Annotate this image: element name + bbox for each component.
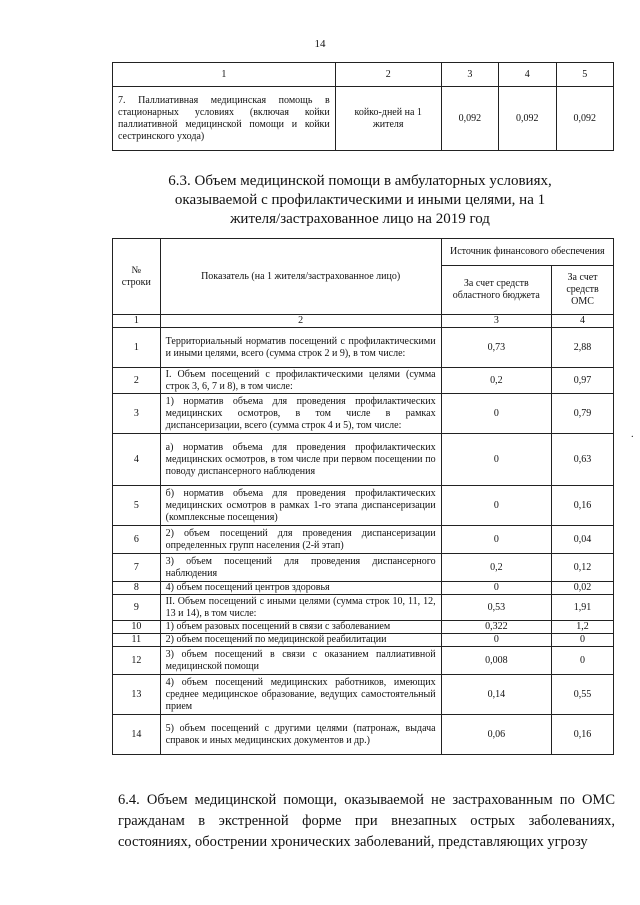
table-header-row xyxy=(113,63,614,87)
row-budget-value: 0 xyxy=(441,486,552,526)
page-number: 14 xyxy=(314,38,326,50)
table-body xyxy=(113,328,614,755)
row-budget-value: 0,2 xyxy=(441,368,552,394)
row-number: 6 xyxy=(113,526,161,554)
row-oms-value: 1,2 xyxy=(552,621,614,634)
row-indicator: 3) объем посещений для проведения диспансерного наблюдения xyxy=(160,554,441,582)
table-row xyxy=(113,87,614,151)
table-row xyxy=(113,554,614,582)
row-budget-value: 0,73 xyxy=(441,328,552,368)
table-row xyxy=(113,582,614,595)
row-number: 13 xyxy=(113,675,161,715)
row-budget-value: 0,2 xyxy=(441,554,552,582)
row-budget-value: 0,06 xyxy=(441,715,552,755)
table-row xyxy=(113,434,614,486)
table-row xyxy=(113,634,614,647)
row-oms-value: 0,16 xyxy=(552,486,614,526)
section-heading: 6.3. Объем медицинской помощи в амбулаторных условиях, оказываемой с профилактическими и иными целями, на 1 жителя/застрахованное лицо на 2019 год xyxy=(168,173,552,227)
row-unit: койко-дней на 1 жителя xyxy=(335,87,441,151)
paragraph-text: 6.4. Объем медицинской помощи, оказываемой не застрахованным по ОМС гражданам в экстренной форме при внезапных острых заболеваниях, состояниях, обострении хронических заболеваний, представляющих угрозу xyxy=(118,792,615,850)
col-num-2: 2 xyxy=(335,63,441,87)
row-description: 7. Паллиативная медицинская помощь в стационарных условиях (включая койки паллиативной медицинской помощи и койки сестринского ухода) xyxy=(113,87,336,151)
row-indicator: 3) объем посещений в связи с оказанием паллиативной медицинской помощи xyxy=(160,647,441,675)
row-budget-value: 0 xyxy=(441,394,552,434)
row-number: 12 xyxy=(113,647,161,675)
row-indicator: 2) объем посещений для проведения диспансеризации определенных групп населения (2-й этап) xyxy=(160,526,441,554)
row-indicator: I. Объем посещений с профилактическими целями (сумма строк 3, 6, 7 и 8), в том числе: xyxy=(160,368,441,394)
col-num-5: 5 xyxy=(556,63,613,87)
row-number: 9 xyxy=(113,595,161,621)
row-budget-value: 0 xyxy=(441,634,552,647)
row-oms-value: 0,55 xyxy=(552,675,614,715)
row-budget-value: 0,14 xyxy=(441,675,552,715)
header-rownum: № строки xyxy=(113,239,161,315)
row-indicator: 4) объем посещений центров здоровья xyxy=(160,582,441,595)
table-row xyxy=(113,526,614,554)
row-budget-value: 0 xyxy=(441,434,552,486)
table-row xyxy=(113,368,614,394)
header-indicator: Показатель (на 1 жителя/застрахованное лицо) xyxy=(160,239,441,315)
col-num-1: 1 xyxy=(113,63,336,87)
header-source: Источник финансового обеспечения xyxy=(441,239,613,266)
row-oms-value: 0,12 xyxy=(552,554,614,582)
row-number: 3 xyxy=(113,394,161,434)
row-number: 4 xyxy=(113,434,161,486)
colnum-2: 2 xyxy=(160,315,441,328)
table-row xyxy=(113,621,614,634)
row-indicator: 1) объем разовых посещений в связи с заболеванием xyxy=(160,621,441,634)
table-row xyxy=(113,486,614,526)
header-budget: За счет средств областного бюджета xyxy=(441,266,552,315)
colnum-3: 3 xyxy=(441,315,552,328)
row-number: 1 xyxy=(113,328,161,368)
row-oms-value: 1,91 xyxy=(552,595,614,621)
volume-table xyxy=(112,238,614,755)
table-row xyxy=(113,595,614,621)
row-oms-value: 2,88 xyxy=(552,328,614,368)
row-value-4: 0,092 xyxy=(499,87,556,151)
row-oms-value: 0,02 xyxy=(552,582,614,595)
row-indicator: Территориальный норматив посещений с профилактическими и иными целями, всего (сумма строк 2 и 9), в том числе: xyxy=(160,328,441,368)
colnum-4: 4 xyxy=(552,315,614,328)
table-row xyxy=(113,394,614,434)
row-budget-value: 0 xyxy=(441,582,552,595)
row-oms-value: 0,97 xyxy=(552,368,614,394)
row-budget-value: 0,322 xyxy=(441,621,552,634)
colnum-1: 1 xyxy=(113,315,161,328)
row-oms-value: 0 xyxy=(552,634,614,647)
row-budget-value: 0,008 xyxy=(441,647,552,675)
row-oms-value: 0,63 xyxy=(552,434,614,486)
row-indicator: б) норматив объема для проведения профилактических медицинских осмотров в рамках 1-го этапа диспансеризации (комплексные посещения) xyxy=(160,486,441,526)
row-oms-value: 0,04 xyxy=(552,526,614,554)
row-indicator: 4) объем посещений медицинских работников, имеющих среднее медицинское образование, ведущих самостоятельный прием xyxy=(160,675,441,715)
row-indicator: 1) норматив объема для проведения профилактических медицинских осмотров, в том числе в рамках диспансеризации, всего (сумма строк 4 и 5), том числе: xyxy=(160,394,441,434)
row-number: 14 xyxy=(113,715,161,755)
row-number: 5 xyxy=(113,486,161,526)
header-oms: За счет средств ОМС xyxy=(552,266,614,315)
row-indicator: а) норматив объема для проведения профилактических медицинских осмотров, в том числе при первом посещении по поводу диспансерного наблюдения xyxy=(160,434,441,486)
table-continuation xyxy=(112,62,614,151)
row-budget-value: 0 xyxy=(441,526,552,554)
table-row xyxy=(113,328,614,368)
col-num-3: 3 xyxy=(441,63,498,87)
table-row xyxy=(113,647,614,675)
col-num-4: 4 xyxy=(499,63,556,87)
row-budget-value: 0,53 xyxy=(441,595,552,621)
row-value-3: 0,092 xyxy=(441,87,498,151)
row-number: 7 xyxy=(113,554,161,582)
row-number: 2 xyxy=(113,368,161,394)
table-row xyxy=(113,715,614,755)
row-oms-value: 0,16 xyxy=(552,715,614,755)
row-value-5: 0,092 xyxy=(556,87,613,151)
row-oms-value: 0,79 xyxy=(552,394,614,434)
column-numbers-row xyxy=(113,315,614,328)
row-indicator: II. Объем посещений с иными целями (сумма строк 10, 11, 12, 13 и 14), в том числе: xyxy=(160,595,441,621)
table-row xyxy=(113,675,614,715)
row-number: 8 xyxy=(113,582,161,595)
row-indicator: 2) объем посещений по медицинской реабилитации xyxy=(160,634,441,647)
row-number: 10 xyxy=(113,621,161,634)
row-number: 11 xyxy=(113,634,161,647)
bottom-paragraph xyxy=(118,790,615,853)
row-oms-value: 0 xyxy=(552,647,614,675)
row-indicator: 5) объем посещений с другими целями (патронаж, выдача справок и иных медицинских документов и др.) xyxy=(160,715,441,755)
